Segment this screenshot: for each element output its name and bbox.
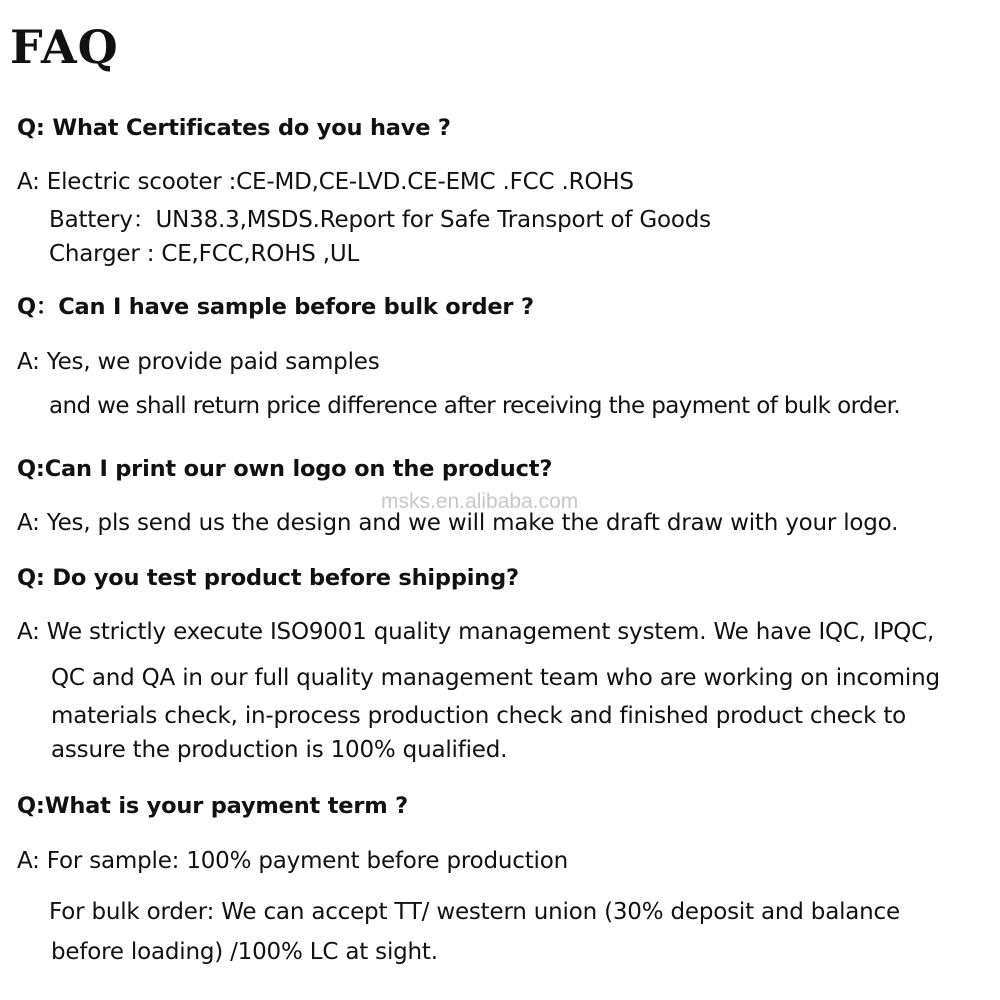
faq-answer-line: A: For sample: 100% payment before production [17, 848, 568, 874]
page-title: FAQ [10, 20, 119, 74]
faq-answer-line: before loading) /100% LC at sight. [51, 939, 438, 965]
faq-answer-line: A: Yes, we provide paid samples [17, 349, 380, 375]
faq-answer-line: and we shall return price difference after receiving the payment of bulk order. [49, 393, 901, 419]
faq-answer-line: A: Yes, pls send us the design and we will make the draft draw with your logo. [17, 510, 899, 536]
faq-question-payment: Q:What is your payment term ? [17, 793, 408, 819]
faq-question-testing: Q: Do you test product before shipping? [17, 565, 519, 591]
faq-answer-line: materials check, in-process production check and finished product check to [51, 703, 907, 729]
faq-question-sample: Q：Can I have sample before bulk order ? [17, 294, 534, 320]
watermark: msks.en.alibaba.com [381, 490, 579, 513]
faq-answer-line: QC and QA in our full quality management team who are working on incoming [51, 665, 940, 691]
faq-question-certificates: Q: What Certificates do you have ? [17, 115, 451, 141]
faq-question-logo: Q:Can I print our own logo on the product? [17, 456, 553, 482]
faq-answer-line: A: We strictly execute ISO9001 quality management system. We have IQC, IPQC, [17, 619, 935, 645]
faq-answer-line: For bulk order: We can accept TT/ western union (30% deposit and balance [49, 899, 900, 925]
faq-answer-line: Battery：UN38.3,MSDS.Report for Safe Transport of Goods [49, 207, 711, 233]
faq-answer-line: A: Electric scooter :CE-MD,CE-LVD.CE-EMC .FCC .ROHS [17, 169, 634, 195]
faq-answer-line: assure the production is 100% qualified. [51, 737, 508, 763]
faq-answer-line: Charger : CE,FCC,ROHS ,UL [49, 241, 360, 267]
